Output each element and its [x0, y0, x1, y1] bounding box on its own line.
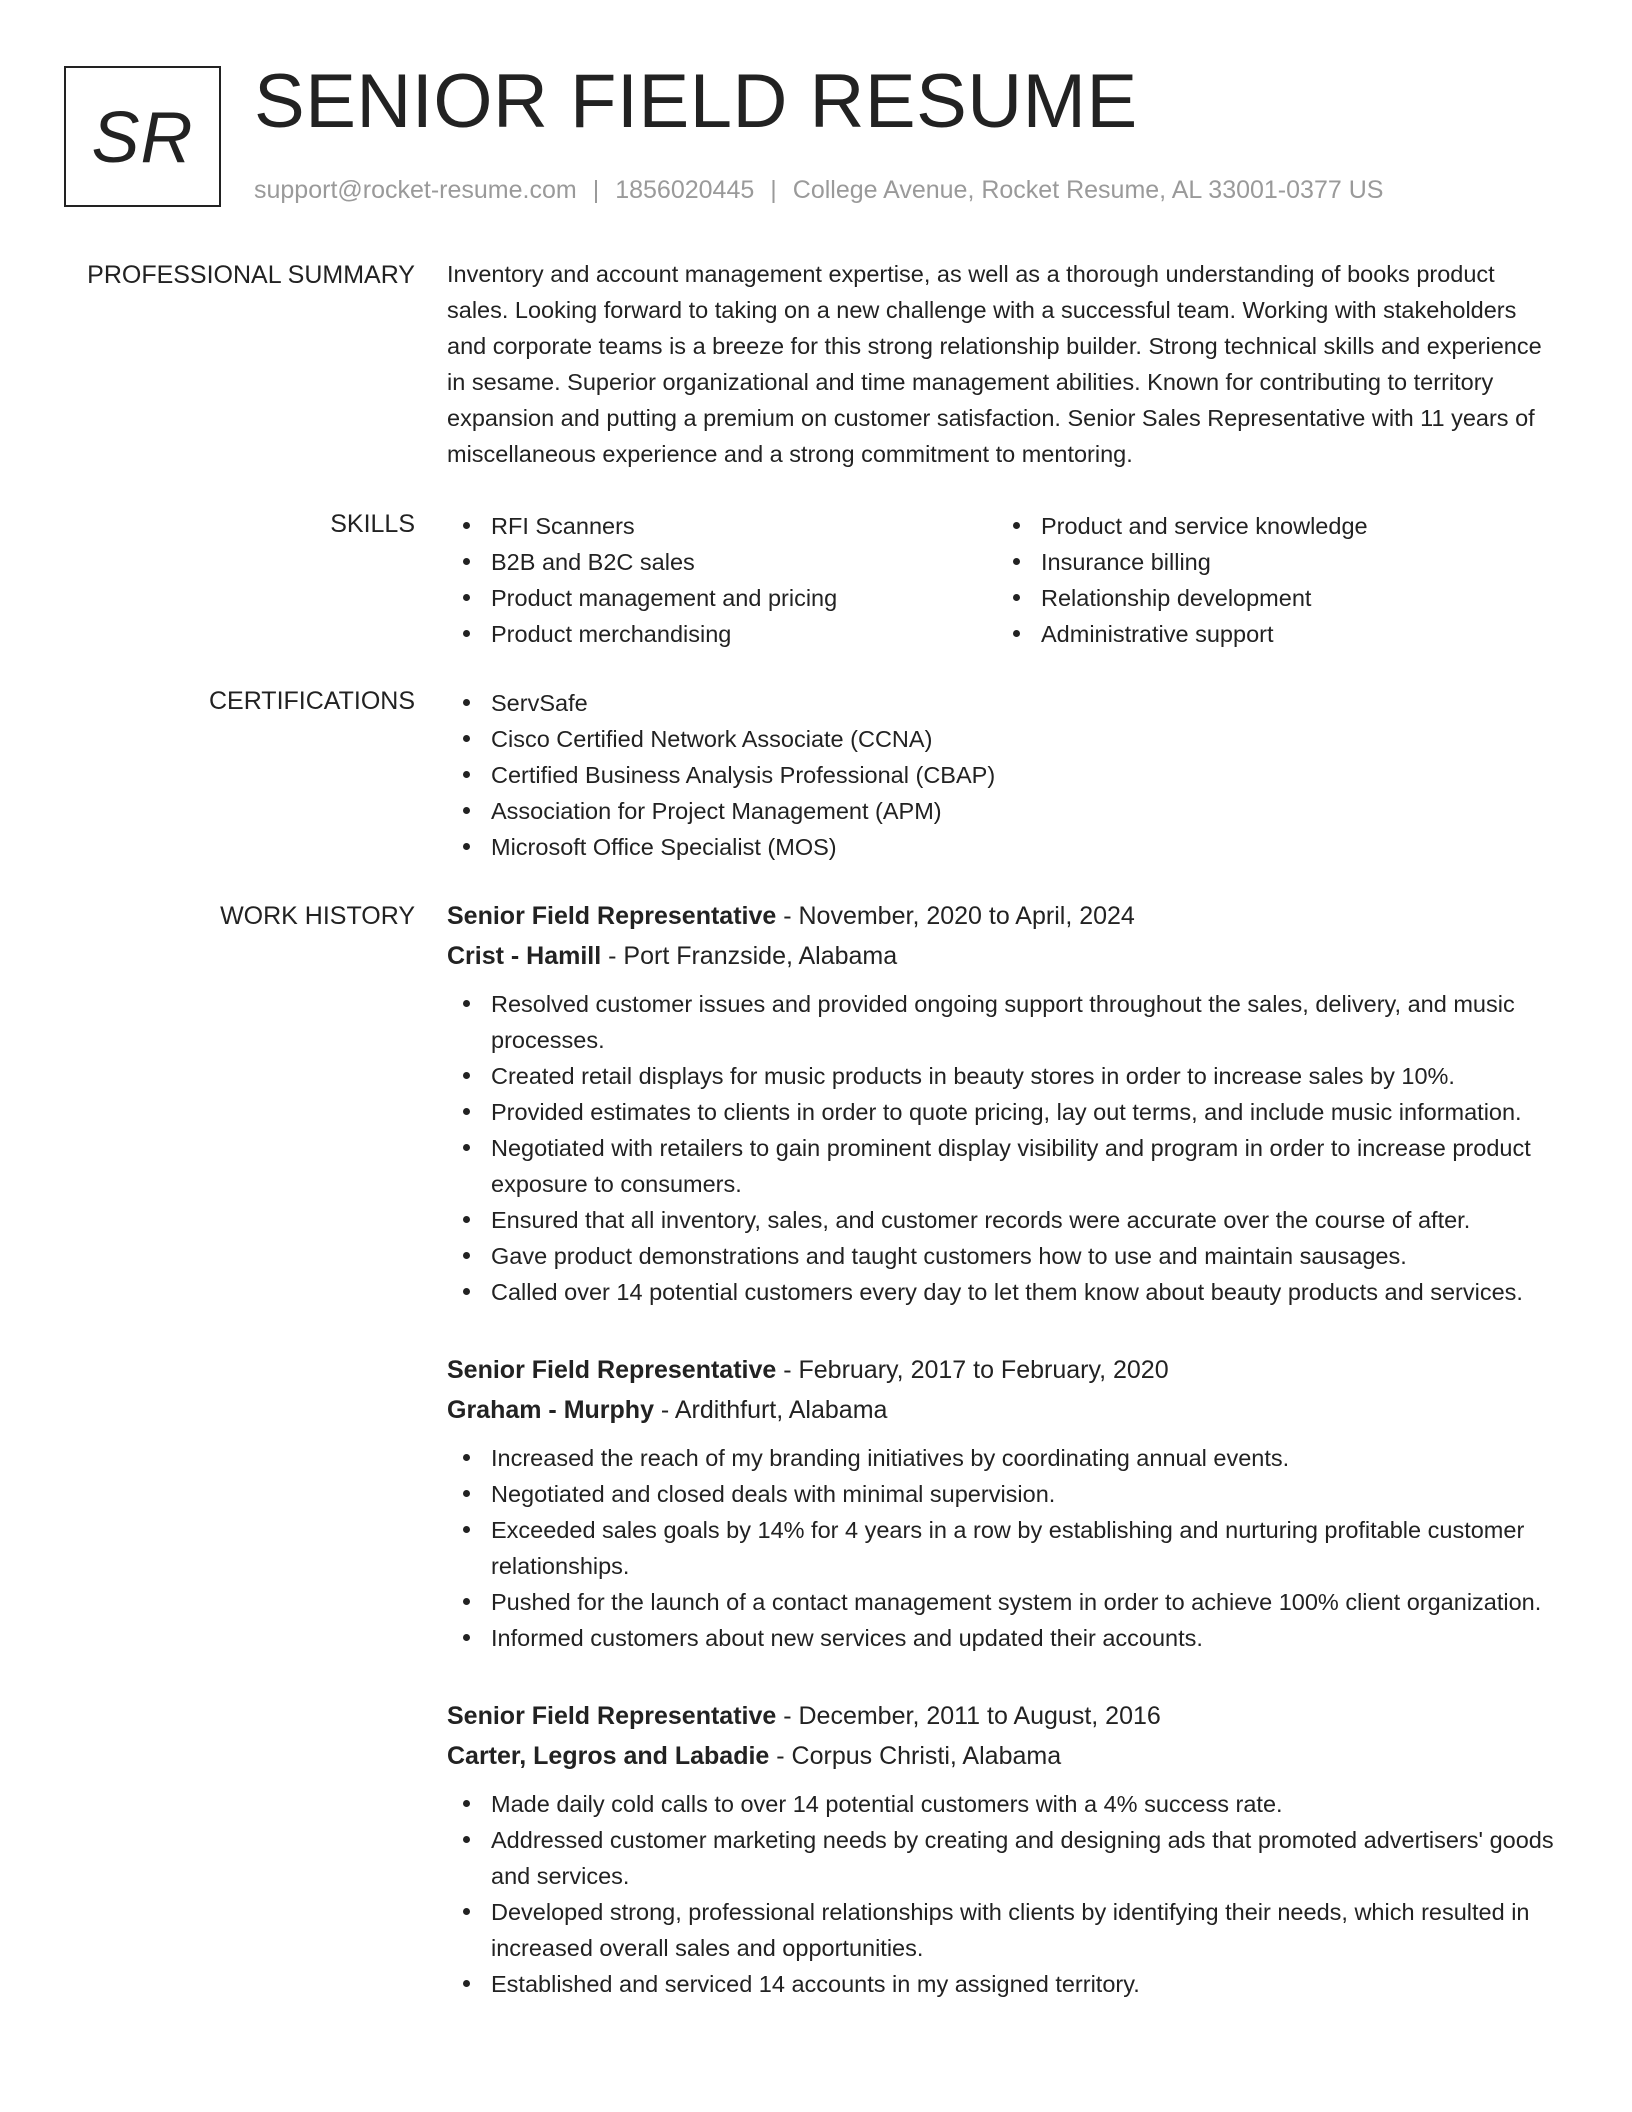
- contact-address: College Avenue, Rocket Resume, AL 33001-0377 US: [792, 176, 1384, 204]
- contact-line: [254, 174, 1383, 206]
- certifications-body: [447, 685, 1562, 865]
- contact-separator: |: [592, 176, 600, 204]
- job-location: - Corpus Christi, Alabama: [769, 1742, 1062, 1770]
- job-duty: Exceeded sales goals by 14% for 4 years in a row by establishing and nurturing profitable customer relationships.: [447, 1512, 1562, 1584]
- skill-item: Product and service knowledge: [997, 508, 1547, 544]
- job-dates: - December, 2011 to August, 2016: [776, 1702, 1161, 1730]
- job-duty: Negotiated and closed deals with minimal supervision.: [447, 1476, 1562, 1512]
- job-company: Graham - Murphy: [447, 1396, 654, 1424]
- skill-item: B2B and B2C sales: [447, 544, 997, 580]
- monogram-box: [64, 66, 221, 207]
- certifications-list: [447, 685, 1562, 865]
- job-duties: [447, 986, 1562, 1310]
- job-duty: Created retail displays for music products in beauty stores in order to increase sales by 10%.: [447, 1058, 1562, 1094]
- certification-item: Cisco Certified Network Associate (CCNA): [447, 721, 1562, 757]
- job-duties: [447, 1786, 1562, 2002]
- skill-item: Insurance billing: [997, 544, 1547, 580]
- skills-list-right: [997, 508, 1547, 652]
- job-duty: Developed strong, professional relationships with clients by identifying their needs, which resulted in increased overall sales and opportunities.: [447, 1894, 1562, 1966]
- job-dates: - February, 2017 to February, 2020: [776, 1356, 1169, 1384]
- job-duty: Gave product demonstrations and taught customers how to use and maintain sausages.: [447, 1238, 1562, 1274]
- contact-email[interactable]: support@rocket-resume.com: [254, 176, 577, 204]
- skill-item: RFI Scanners: [447, 508, 997, 544]
- contact-separator: |: [770, 176, 777, 204]
- certification-item: Certified Business Analysis Professional (CBAP): [447, 757, 1562, 793]
- job-duty: Made daily cold calls to over 14 potential customers with a 4% success rate.: [447, 1786, 1562, 1822]
- certification-item: Microsoft Office Specialist (MOS): [447, 829, 1562, 865]
- job-title: Senior Field Representative: [447, 1356, 777, 1384]
- job-duty: Established and serviced 14 accounts in my assigned territory.: [447, 1966, 1562, 2002]
- contact-phone[interactable]: 1856020445: [615, 176, 755, 204]
- skill-item: Product merchandising: [447, 616, 997, 652]
- job-duty: Called over 14 potential customers every day to let them know about beauty products and services.: [447, 1274, 1562, 1310]
- skills-list-left: [447, 508, 997, 652]
- work-history-body: [447, 896, 1562, 2042]
- job-duty: Provided estimates to clients in order to quote pricing, lay out terms, and include music information.: [447, 1094, 1562, 1130]
- work-history-heading: WORK HISTORY: [220, 902, 415, 930]
- certification-item: Association for Project Management (APM): [447, 793, 1562, 829]
- job-title-line: [447, 896, 1562, 936]
- job-company-line: [447, 1736, 1562, 1776]
- job-duties: [447, 1440, 1562, 1656]
- summary-text: Inventory and account management expertise, as well as a thorough understanding of books product sales. Looking forward to taking on a new challenge with a successful team. Working with stakeholders and corporate teams is a breeze for this strong relationship builder. Strong technical skills and experience in sesame. Superior organizational and time management abilities. Known for contributing to territory expansion and putting a premium on customer satisfaction. Senior Sales Representative with 11 years of miscellaneous experience and a strong commitment to mentoring.: [447, 261, 1542, 467]
- job-company-line: [447, 1390, 1562, 1430]
- skills-heading: SKILLS: [330, 510, 415, 538]
- skill-item: Relationship development: [997, 580, 1547, 616]
- job-location: - Port Franzside, Alabama: [601, 942, 898, 970]
- job-title-line: [447, 1350, 1562, 1390]
- monogram-initials: SR: [91, 97, 194, 178]
- job-location: - Ardithfurt, Alabama: [653, 1396, 888, 1424]
- job-title: Senior Field Representative: [447, 902, 777, 930]
- job-entry: [447, 1696, 1562, 2002]
- job-duty: Addressed customer marketing needs by creating and designing ads that promoted advertisers' goods and services.: [447, 1822, 1562, 1894]
- certification-item: ServSafe: [447, 685, 1562, 721]
- job-entry: [447, 896, 1562, 1310]
- job-duty: Ensured that all inventory, sales, and customer records were accurate over the course of after.: [447, 1202, 1562, 1238]
- summary-body: [447, 256, 1562, 472]
- job-duty: Informed customers about new services and updated their accounts.: [447, 1620, 1562, 1656]
- skill-item: Administrative support: [997, 616, 1547, 652]
- job-title-line: [447, 1696, 1562, 1736]
- job-company: Carter, Legros and Labadie: [447, 1742, 770, 1770]
- certifications-heading: CERTIFICATIONS: [208, 687, 415, 715]
- skill-item: Product management and pricing: [447, 580, 997, 616]
- job-duty: Increased the reach of my branding initiatives by coordinating annual events.: [447, 1440, 1562, 1476]
- summary-heading: PROFESSIONAL SUMMARY: [87, 261, 415, 289]
- job-title: Senior Field Representative: [447, 1702, 777, 1730]
- job-duty: Pushed for the launch of a contact management system in order to achieve 100% client organization.: [447, 1584, 1562, 1620]
- job-dates: - November, 2020 to April, 2024: [776, 902, 1135, 930]
- resume-title: SENIOR FIELD RESUME: [254, 59, 1138, 144]
- job-company: Crist - Hamill: [447, 942, 602, 970]
- job-duty: Resolved customer issues and provided ongoing support throughout the sales, delivery, and music processes.: [447, 986, 1562, 1058]
- job-company-line: [447, 936, 1562, 976]
- job-duty: Negotiated with retailers to gain prominent display visibility and program in order to increase product exposure to consumers.: [447, 1130, 1562, 1202]
- skills-body: [447, 508, 1562, 652]
- job-entry: [447, 1350, 1562, 1656]
